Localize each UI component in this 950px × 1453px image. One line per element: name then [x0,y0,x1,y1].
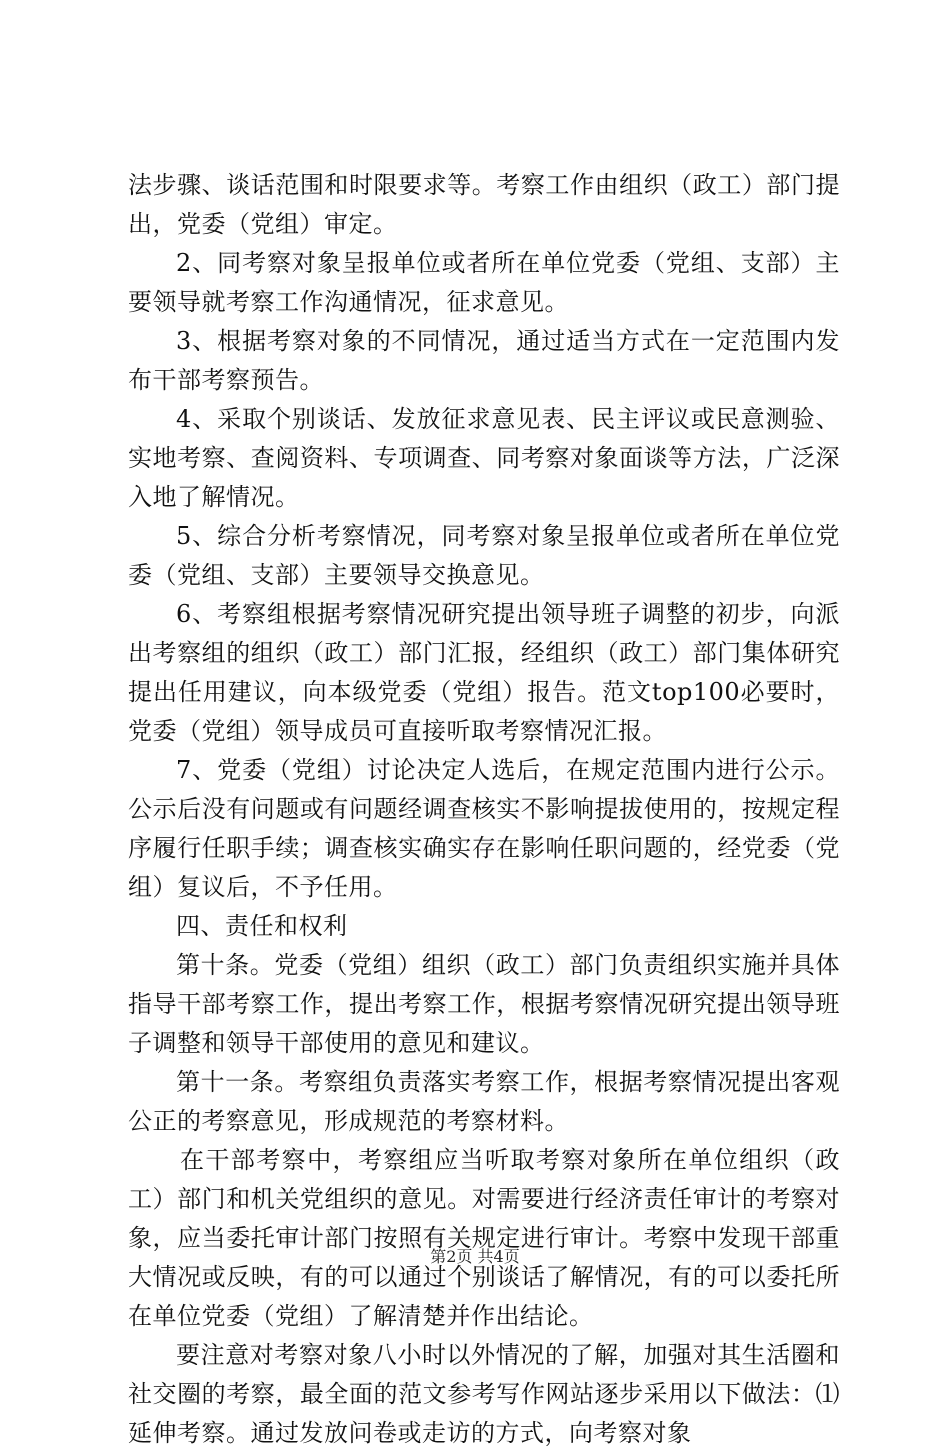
paragraph-4: 4、采取个别谈话、发放征求意见表、民主评议或民意测验、实地考察、查阅资料、专项调查、同考察对象面谈等方法，广泛深入地了解情况。 [128,405,840,511]
paragraph-2: 2、同考察对象呈报单位或者所在单位党委（党组、支部）主要领导就考察工作沟通情况，征求意见。 [128,249,840,316]
article-10: 第十条。党委（党组）组织（政工）部门负责组织实施并具体指导干部考察工作，提出考察工作，根据考察情况研究提出领导班子调整和领导干部使用的意见和建议。 [128,951,840,1057]
article-11: 第十一条。考察组负责落实考察工作，根据考察情况提出客观公正的考察意见，形成规范的考察材料。 [128,1068,840,1135]
paragraph-3: 3、根据考察对象的不同情况，通过适当方式在一定范围内发布干部考察预告。 [128,327,840,394]
paragraph-6: 6、考察组根据考察情况研究提出领导班子调整的初步，向派出考察组的组织（政工）部门汇报，经组织（政工）部门集体研究提出任用建议，向本级党委（党组）报告。范文top100必要时，党委（党组）领导成员可直接听取考察情况汇报。 [128,600,840,745]
paragraph-inspection: 在干部考察中，考察组应当听取考察对象所在单位组织（政工）部门和机关党组织的意见。对需要进行经济责任审计的考察对象，应当委托审计部门按照有关规定进行审计。考察中发现干部重大情况或反映，有的可以通过个别谈话了解情况，有的可以委托所在单位党委（党组）了解清楚并作出结论。 [128,1146,840,1330]
section-heading-responsibility: 四、责任和权利 [176,912,348,940]
paragraph-after-hours: 要注意对考察对象八小时以外情况的了解，加强对其生活圈和社交圈的考察，最全面的范文参考写作网站逐步采用以下做法：⑴延伸考察。通过发放问卷或走访的方式，向考察对象 [128,1341,840,1447]
page-number-footer: 第2页 共4页 [430,1247,520,1266]
paragraph-5: 5、综合分析考察情况，同考察对象呈报单位或者所在单位党委（党组、支部）主要领导交换意见。 [128,522,840,589]
paragraph-1: 法步骤、谈话范围和时限要求等。考察工作由组织（政工）部门提出，党委（党组）审定。 [128,171,840,238]
paragraph-7: 7、党委（党组）讨论决定人选后，在规定范围内进行公示。公示后没有问题或有问题经调查核实不影响提拔使用的，按规定程序履行任职手续；调查核实确实存在影响任职问题的，经党委（党组）复议后，不予任用。 [128,756,840,901]
